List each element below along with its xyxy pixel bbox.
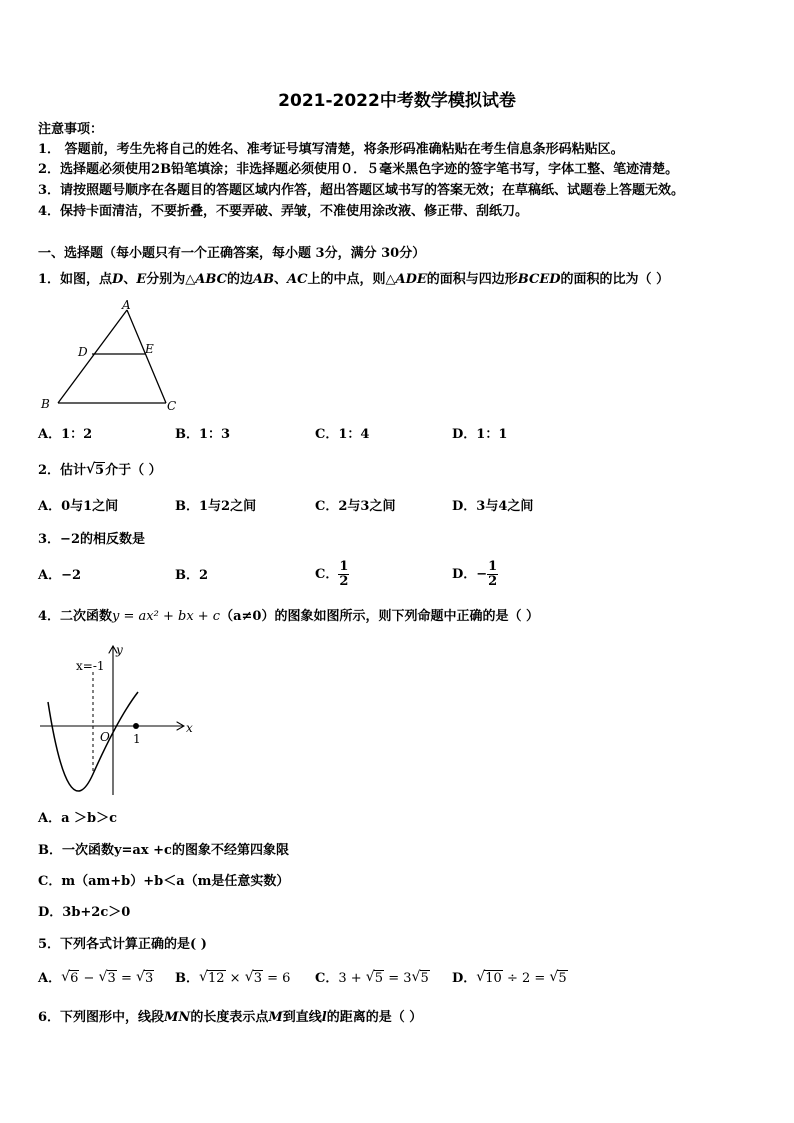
q5-option-d[interactable]: D． √ 10 ÷ 2 = √ 5: [452, 969, 567, 986]
q5-option-a[interactable]: A． √ 6 − √ 3 = √ 3: [38, 969, 154, 986]
q5-option-b[interactable]: B． √ 12 × √ 3 = 6: [175, 969, 291, 986]
notice-heading: 注意事项：: [38, 122, 104, 137]
q4-option-b[interactable]: B．一次函数y=ax +c的图象不经第四象限: [38, 843, 289, 858]
fraction-half: $\frac{1}{2}$: [339, 559, 349, 589]
origin-label: O: [100, 730, 110, 744]
x-label: x: [186, 721, 193, 735]
question-6-stem: 6．下列图形中，线段MN的长度表示点M到直线l的距离的是（ ）: [38, 1010, 423, 1025]
q3-option-d[interactable]: D．− $\frac{1}{2}$: [452, 559, 498, 589]
q2-option-d[interactable]: D．3与4之间: [452, 499, 534, 514]
parabola-curve: [48, 692, 138, 791]
q4-option-d[interactable]: D．3b+2c＞0: [38, 905, 131, 920]
symmetry-label: x=-1: [76, 659, 105, 673]
question-4-stem: 4．二次函数y = ax² + bx + c（a≠0）的图象如图所示，则下列命题中正确的是（ ）: [38, 609, 539, 624]
sqrt-5: √ 5: [86, 461, 105, 478]
q1-option-d[interactable]: D．1：1: [452, 427, 508, 442]
side-ac: [127, 310, 166, 403]
notice-item-4: 4．保持卡面清洁，不要折叠，不要弄破、弄皱，不准使用涂改液、修正带、刮纸刀。: [38, 204, 529, 219]
side-ab: [58, 310, 127, 403]
q1-option-b[interactable]: B．1：3: [175, 427, 231, 442]
fraction-half-neg: $\frac{1}{2}$: [488, 559, 498, 589]
q1-option-c[interactable]: C．1：4: [315, 427, 370, 442]
q5-option-c[interactable]: C．3 + √ 5 = 3 √ 5: [315, 969, 429, 986]
question-1-stem: 1．如图，点D、E分别为△ABC的边AB、AC上的中点，则△ADE的面积与四边形BCED的面积的比为（ ）: [38, 272, 670, 287]
label-e: E: [145, 342, 154, 356]
y-label: y: [116, 643, 123, 657]
q2-option-b[interactable]: B．1与2之间: [175, 499, 257, 514]
question-5-stem: 5．下列各式计算正确的是( ): [38, 937, 207, 952]
q4-option-a[interactable]: A．a ＞b＞c: [38, 811, 118, 826]
label-c: C: [167, 399, 177, 413]
label-a: A: [122, 298, 131, 312]
q3-option-c[interactable]: C． $\frac{1}{2}$: [315, 559, 349, 589]
q2-option-c[interactable]: C．2与3之间: [315, 499, 396, 514]
notice-item-2: 2．选择题必须使用2B铅笔填涂；非选择题必须使用０．５毫米黑色字迹的签字笔书写，字体工整、笔迹清楚。: [38, 162, 679, 177]
q4-option-c[interactable]: C．m（am+b）+b＜a（m是任意实数）: [38, 874, 290, 889]
q3-option-b[interactable]: B．2: [175, 568, 209, 583]
question-2-stem: 2．估计 √ 5介于（ ）: [38, 461, 162, 478]
label-d: D: [78, 345, 88, 359]
q3-option-a[interactable]: A．−2: [38, 568, 82, 583]
q1-option-a[interactable]: A．1：2: [38, 427, 93, 442]
notice-item-3: 3．请按照题号顺序在各题目的答题区域内作答，超出答题区域书写的答案无效；在草稿纸、试题卷上答题无效。: [38, 183, 685, 198]
question-3-stem: 3．−2的相反数是: [38, 532, 145, 547]
notice-item-1: 1． 答题前，考生先将自己的姓名、准考证号填写清楚，将条形码准确粘贴在考生信息条形码粘贴区。: [38, 142, 624, 157]
exam-title: 2021-2022中考数学模拟试卷: [278, 91, 516, 111]
triangle-figure: [36, 298, 186, 418]
one-label: 1: [133, 732, 141, 746]
label-b: B: [41, 397, 50, 411]
q2-option-a[interactable]: A．0与1之间: [38, 499, 119, 514]
section-heading: 一、选择题（每小题只有一个正确答案，每小题 3分，满分 30分）: [38, 246, 426, 261]
point-one: [133, 723, 139, 729]
parabola-figure: [36, 640, 206, 805]
